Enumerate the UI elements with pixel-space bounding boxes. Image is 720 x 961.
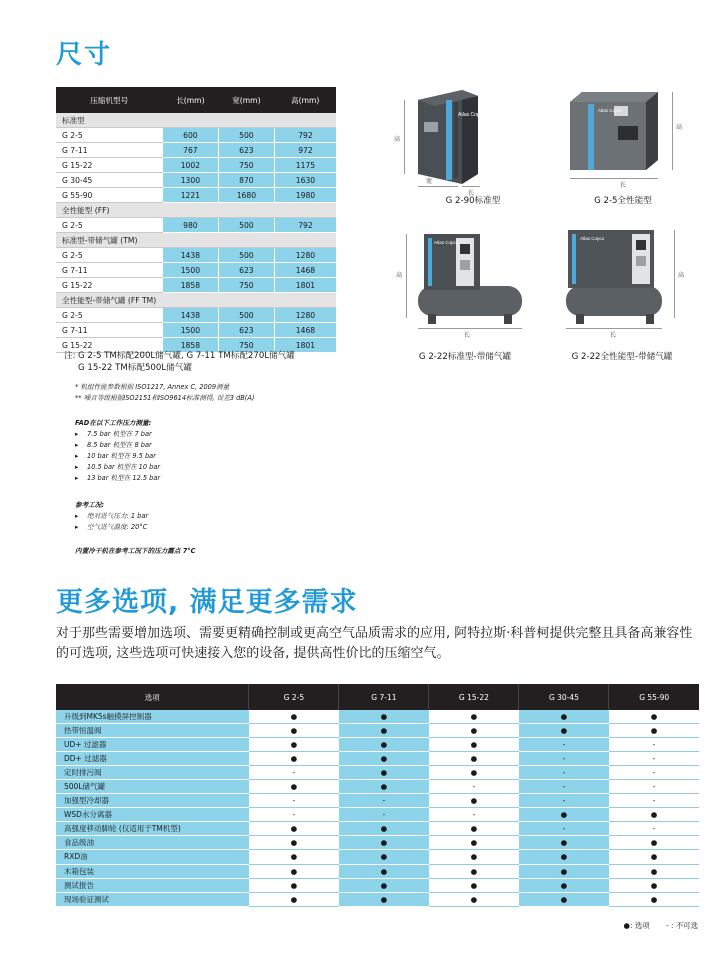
column-header: G 15-22 [429, 684, 519, 710]
availability-cell: - [249, 794, 339, 808]
value-cell: 623 [218, 143, 274, 158]
compressor-with-tank-image [400, 224, 540, 344]
value-cell: 1175 [274, 158, 336, 173]
width-label: 宽 [426, 178, 433, 185]
compressor-image [558, 82, 688, 192]
length-label: 长 [620, 182, 627, 189]
group-name: 全性能型-带储气罐 (FF TM) [56, 293, 336, 308]
availability-cell: ● [519, 710, 609, 724]
availability-cell: ● [429, 794, 519, 808]
table-row [56, 766, 699, 780]
model-cell: G 7-11 [56, 263, 162, 278]
group-row [56, 293, 336, 308]
value-cell: 500 [218, 308, 274, 323]
availability-cell: ● [609, 892, 699, 906]
value-cell: 870 [218, 173, 274, 188]
availability-cell: ● [249, 864, 339, 878]
availability-cell: - [339, 808, 429, 822]
fad-item: ▸ 7.5 bar 机型在 7 bar [75, 429, 160, 440]
footnotes [75, 382, 254, 404]
notes [64, 350, 295, 374]
availability-cell: ● [519, 878, 609, 892]
model-cell: G 15-22 [56, 158, 162, 173]
fad-item: ▸ 13 bar 机型在 12.5 bar [75, 473, 160, 484]
value-cell: 1468 [274, 323, 336, 338]
availability-cell: ● [249, 878, 339, 892]
page-title: 尺寸 [56, 40, 113, 70]
table-row [56, 323, 336, 338]
table-row [56, 128, 336, 143]
model-cell: G 7-11 [56, 143, 162, 158]
availability-cell: ● [519, 836, 609, 850]
option-name: 现场验证测试 [56, 892, 249, 906]
availability-cell: ● [339, 836, 429, 850]
availability-cell: - [429, 780, 519, 794]
availability-cell: ● [429, 822, 519, 836]
option-name: DD+ 过滤器 [56, 752, 249, 766]
availability-cell: - [519, 822, 609, 836]
table-row [56, 188, 336, 203]
availability-cell: - [249, 766, 339, 780]
value-cell: 1630 [274, 173, 336, 188]
dew-point-note: 内置冷干机在参考工况下的压力露点 7°C [75, 547, 196, 555]
column-header: G 2-5 [249, 684, 339, 710]
option-name: RXD油 [56, 850, 249, 864]
product-caption-4: G 2-22全性能型-带储气罐 [571, 352, 673, 362]
legend-option: ●: 选项 [623, 921, 650, 930]
compressor-image [400, 82, 540, 202]
availability-cell: - [609, 766, 699, 780]
value-cell: 750 [218, 278, 274, 293]
availability-cell: ● [339, 822, 429, 836]
model-cell: G 2-5 [56, 218, 162, 233]
availability-cell: ● [429, 752, 519, 766]
group-name: 标准型-带储气罐 (TM) [56, 233, 336, 248]
option-name: 食品级油 [56, 836, 249, 850]
value-cell: 1468 [274, 263, 336, 278]
option-name: 木箱包装 [56, 864, 249, 878]
length-label: 长 [468, 190, 475, 197]
product-g2-22-tm [396, 224, 540, 344]
option-name: WSD水分离器 [56, 808, 249, 822]
availability-cell: - [519, 766, 609, 780]
availability-cell: ● [609, 808, 699, 822]
value-cell: 1680 [218, 188, 274, 203]
availability-cell: ● [249, 724, 339, 738]
table-row [56, 794, 699, 808]
options-table [56, 684, 699, 907]
value-cell: 1300 [162, 173, 218, 188]
column-header: 长(mm) [162, 87, 218, 113]
option-name: UD+ 过滤器 [56, 738, 249, 752]
svg-text:Atlas Copco: Atlas Copco [580, 236, 605, 241]
value-cell: 1438 [162, 308, 218, 323]
availability-cell: - [609, 738, 699, 752]
option-name: 升级到MK5s触摸屏控制器 [56, 710, 249, 724]
table-row [56, 850, 699, 864]
footnote-2: ** 噪音等级根据ISO2151和ISO9614标准测得, 误差3 dB(A) [75, 394, 255, 402]
legend [610, 920, 698, 931]
height-label: 高 [394, 136, 401, 143]
group-row [56, 113, 336, 128]
option-name: 500L储气罐 [56, 780, 249, 794]
value-cell: 767 [162, 143, 218, 158]
column-header: G 30-45 [519, 684, 609, 710]
product-g2-90-standard [394, 82, 540, 202]
ref-item: ▸ 绝对进气压力: 1 bar [75, 511, 148, 522]
availability-cell: ● [339, 738, 429, 752]
availability-cell: ● [519, 808, 609, 822]
table-row [56, 724, 699, 738]
availability-cell: ● [339, 780, 429, 794]
svg-text:Atlas Copco: Atlas Copco [434, 240, 459, 245]
legend-not-available: - : 不可选 [665, 921, 698, 930]
table-row [56, 752, 699, 766]
product-g2-22-ff-tm [556, 224, 696, 344]
option-name: 定时排污阀 [56, 766, 249, 780]
value-cell: 1280 [274, 308, 336, 323]
availability-cell: ● [519, 724, 609, 738]
column-header: 高(mm) [274, 87, 336, 113]
value-cell: 600 [162, 128, 218, 143]
ref-title: 参考工况: [75, 501, 105, 509]
availability-cell: ● [339, 878, 429, 892]
availability-cell: - [519, 780, 609, 794]
group-name: 全性能型 (FF) [56, 203, 336, 218]
availability-cell: - [609, 822, 699, 836]
table-row [56, 158, 336, 173]
column-header: 压缩机型号 [56, 87, 162, 113]
table-row [56, 836, 699, 850]
availability-cell: ● [339, 710, 429, 724]
option-name: 高强度移动脚轮 (仅适用于TM机型) [56, 822, 249, 836]
availability-cell: ● [429, 850, 519, 864]
availability-cell: ● [609, 878, 699, 892]
value-cell: 750 [218, 158, 274, 173]
value-cell: 750 [218, 338, 274, 353]
availability-cell: ● [249, 850, 339, 864]
value-cell: 1500 [162, 323, 218, 338]
value-cell: 792 [274, 218, 336, 233]
reference-conditions [75, 500, 148, 533]
value-cell: 623 [218, 263, 274, 278]
availability-cell: ● [429, 766, 519, 780]
table-row [56, 248, 336, 263]
availability-cell: ● [519, 892, 609, 906]
availability-cell: ● [429, 836, 519, 850]
value-cell: 792 [274, 128, 336, 143]
height-label: 高 [396, 272, 403, 279]
table-row [56, 892, 699, 906]
model-cell: G 55-90 [56, 188, 162, 203]
fad-item: ▸ 8.5 bar 机型在 8 bar [75, 440, 160, 451]
availability-cell: - [429, 808, 519, 822]
availability-cell: - [249, 808, 339, 822]
group-row [56, 233, 336, 248]
table-row [56, 143, 336, 158]
option-name: 测试报告 [56, 878, 249, 892]
group-name: 标准型 [56, 113, 336, 128]
note-line-2: G 15-22 TM标配500L储气罐 [78, 363, 192, 373]
availability-cell: ● [519, 864, 609, 878]
availability-cell: ● [609, 724, 699, 738]
availability-cell: - [519, 752, 609, 766]
availability-cell: ● [339, 864, 429, 878]
availability-cell: ● [339, 724, 429, 738]
availability-cell: ● [429, 878, 519, 892]
value-cell: 1280 [274, 248, 336, 263]
table-row [56, 710, 699, 724]
compressor-with-tank-image [556, 224, 696, 344]
model-cell: G 2-5 [56, 128, 162, 143]
availability-cell: ● [249, 710, 339, 724]
table-row [56, 263, 336, 278]
model-cell: G 2-5 [56, 248, 162, 263]
option-name: 热带恒温阀 [56, 724, 249, 738]
length-label: 长 [464, 332, 471, 339]
availability-cell: ● [339, 892, 429, 906]
value-cell: 500 [218, 248, 274, 263]
availability-cell: ● [429, 864, 519, 878]
value-cell: 1980 [274, 188, 336, 203]
model-cell: G 15-22 [56, 338, 162, 353]
product-caption-3: G 2-22标准型-带储气罐 [418, 352, 512, 362]
model-cell: G 2-5 [56, 308, 162, 323]
fad-item: ▸ 10 bar 机型在 9.5 bar [75, 451, 160, 462]
dimension-table [56, 87, 336, 353]
availability-cell: - [609, 752, 699, 766]
availability-cell: ● [249, 752, 339, 766]
availability-cell: - [519, 738, 609, 752]
table-row [56, 173, 336, 188]
value-cell: 1438 [162, 248, 218, 263]
value-cell: 500 [218, 128, 274, 143]
group-row [56, 203, 336, 218]
table-row [56, 218, 336, 233]
value-cell: 1002 [162, 158, 218, 173]
value-cell: 1801 [274, 338, 336, 353]
product-g2-5-full-feature [558, 82, 688, 192]
fad-item: ▸ 10.5 bar 机型在 10 bar [75, 462, 160, 473]
availability-cell: ● [519, 850, 609, 864]
availability-cell: ● [609, 850, 699, 864]
svg-text:Atlas Copco: Atlas Copco [458, 112, 485, 118]
value-cell: 1801 [274, 278, 336, 293]
intro-paragraph: 对于那些需要增加选项、需要更精确控制或更高空气品质需求的应用, 阿特拉斯·科普柯提供完整且具备高兼容性的可选项, 这些选项可快速接入您的设备, 提供高性价比的压缩空气。 [56, 626, 693, 661]
length-label: 长 [610, 332, 617, 339]
availability-cell: - [609, 780, 699, 794]
availability-cell: - [519, 794, 609, 808]
height-label: 高 [676, 124, 683, 131]
section-title-options: 更多选项, 满足更多需求 [56, 587, 358, 618]
ref-item: ▸ 空气进气温度: 20°C [75, 522, 148, 533]
table-row [56, 780, 699, 794]
value-cell: 972 [274, 143, 336, 158]
column-header: G 7-11 [339, 684, 429, 710]
availability-cell: - [339, 794, 429, 808]
fad-title: FAD在以下工作压力测量: [75, 419, 152, 427]
value-cell: 623 [218, 323, 274, 338]
column-header: 宽(mm) [218, 87, 274, 113]
table-row [56, 878, 699, 892]
product-caption-2: G 2-5全性能型 [594, 196, 652, 206]
availability-cell: ● [609, 864, 699, 878]
value-cell: 1221 [162, 188, 218, 203]
table-row [56, 278, 336, 293]
value-cell: 1858 [162, 338, 218, 353]
availability-cell: ● [249, 836, 339, 850]
availability-cell: ● [249, 738, 339, 752]
availability-cell: ● [249, 780, 339, 794]
note-line-1: G 2-5 TM标配200L储气罐, G 7-11 TM标配270L储气罐 [78, 351, 295, 361]
value-cell: 500 [218, 218, 274, 233]
availability-cell: ● [429, 892, 519, 906]
availability-cell: ● [339, 766, 429, 780]
model-cell: G 7-11 [56, 323, 162, 338]
availability-cell: ● [429, 710, 519, 724]
table-row [56, 308, 336, 323]
availability-cell: ● [609, 836, 699, 850]
table-row [56, 738, 699, 752]
model-cell: G 30-45 [56, 173, 162, 188]
availability-cell: ● [249, 892, 339, 906]
column-header: G 55-90 [609, 684, 699, 710]
availability-cell: - [609, 794, 699, 808]
value-cell: 980 [162, 218, 218, 233]
value-cell: 1500 [162, 263, 218, 278]
column-header: 选项 [56, 684, 249, 710]
svg-text:Atlas Copco: Atlas Copco [598, 108, 623, 113]
product-caption-1: G 2-90标准型 [445, 196, 501, 206]
height-label: 高 [678, 272, 685, 279]
table-row [56, 822, 699, 836]
availability-cell: ● [609, 710, 699, 724]
table-row [56, 808, 699, 822]
availability-cell: ● [249, 822, 339, 836]
model-cell: G 15-22 [56, 278, 162, 293]
notes-label: 注: [64, 351, 76, 361]
table-row [56, 864, 699, 878]
availability-cell: ● [429, 724, 519, 738]
footnote-1: * 机组性能参数根据 ISO1217, Annex C, 2009测量 [75, 383, 230, 391]
option-name: 加强型冷却器 [56, 794, 249, 808]
value-cell: 1858 [162, 278, 218, 293]
availability-cell: ● [339, 850, 429, 864]
availability-cell: ● [429, 738, 519, 752]
availability-cell: ● [339, 752, 429, 766]
fad-conditions [75, 418, 160, 484]
